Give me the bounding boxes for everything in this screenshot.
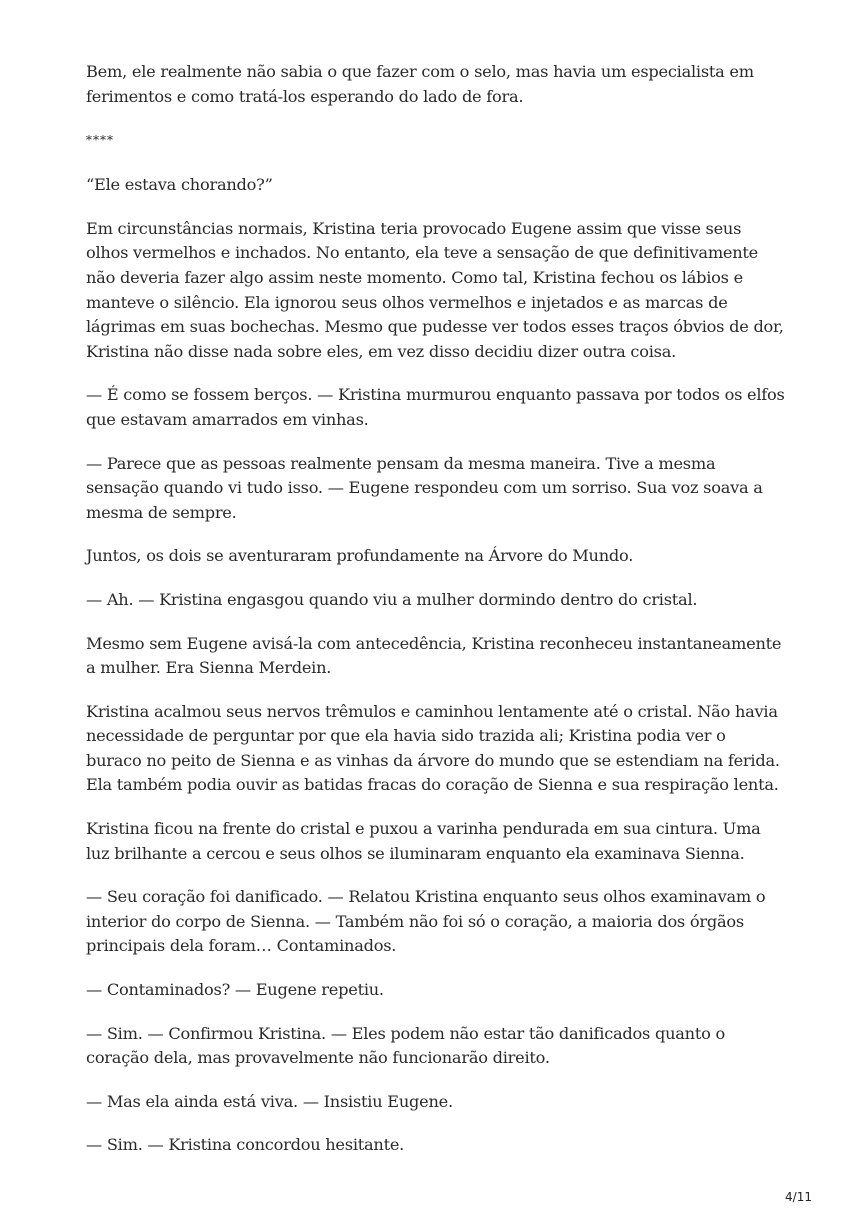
paragraph-12: — Contaminados? — Eugene repetiu. [86, 980, 384, 1000]
paragraph-11: — Seu coração foi danificado. — Relatou Kristina enquanto seus olhos examinavam o interior do corpo de Sienna. — Também não foi só o coração, a maioria dos órgãos principais dela foram… Contaminados. [86, 887, 766, 956]
paragraph-13: — Sim. — Confirmou Kristina. — Eles podem não estar tão danificados quanto o coração dela, mas provavelmente não funcionarão direito. [86, 1023, 725, 1068]
paragraph-9: Kristina acalmou seus nervos trêmulos e caminhou lentamente até o cristal. Não havia necessidade de perguntar por que ela havia sido trazida ali; Kristina podia ver o buraco no peito de Sienna e as vinhas da árvore do mundo que se estendiam na ferida. Ela também podia ouvir as batidas fracas do coração de Sienna e sua respiração lenta. [86, 701, 780, 795]
paragraph-15: — Sim. — Kristina concordou hesitante. [86, 1135, 405, 1155]
paragraph-7: — Ah. — Kristina engasgou quando viu a mulher dormindo dentro do cristal. [86, 589, 698, 609]
page-number: 4/11 [785, 1190, 812, 1204]
paragraph-1: Bem, ele realmente não sabia o que fazer com o selo, mas havia um especialista em ferimentos e como tratá-los esperando do lado de fora. [86, 62, 754, 106]
document-page [86, 60, 786, 1177]
paragraph-8: Mesmo sem Eugene avisá-la com antecedência, Kristina reconheceu instantaneamente a mulher. Era Sienna Merdein. [86, 633, 782, 678]
paragraph-3: Em circunstâncias normais, Kristina teria provocado Eugene assim que visse seus olhos vermelhos e inchados. No entanto, ela teve a sensação de que definitivamente não deveria fazer algo assim neste momento. Como tal, Kristina fechou os lábios e manteve o silêncio. Ela ignorou seus olhos vermelhos e injetados e as marcas de lágrimas em suas bochechas. Mesmo que pudesse ver todos esses traços óbvios de dor, Kristina não disse nada sobre eles, em vez disso decidiu dizer outra coisa. [86, 218, 784, 361]
paragraph-4: — É como se fossem berços. — Kristina murmurou enquanto passava por todos os elfos que estavam amarrados em vinhas. [86, 385, 785, 429]
paragraph-2: “Ele estava chorando?” [86, 175, 273, 195]
paragraph-10: Kristina ficou na frente do cristal e puxou a varinha pendurada em sua cintura. Uma luz brilhante a cercou e seus olhos se iluminaram enquanto ela examinava Sienna. [86, 819, 761, 863]
paragraph-5: — Parece que as pessoas realmente pensam da mesma maneira. Tive a mesma sensação quando vi tudo isso. — Eugene respondeu com um sorriso. Sua voz soava a mesma de sempre. [86, 453, 763, 522]
scene-separator: **** [86, 133, 114, 148]
paragraph-14: — Mas ela ainda está viva. — Insistiu Eugene. [86, 1091, 453, 1111]
paragraph-6: Juntos, os dois se aventuraram profundamente na Árvore do Mundo. [86, 546, 634, 566]
